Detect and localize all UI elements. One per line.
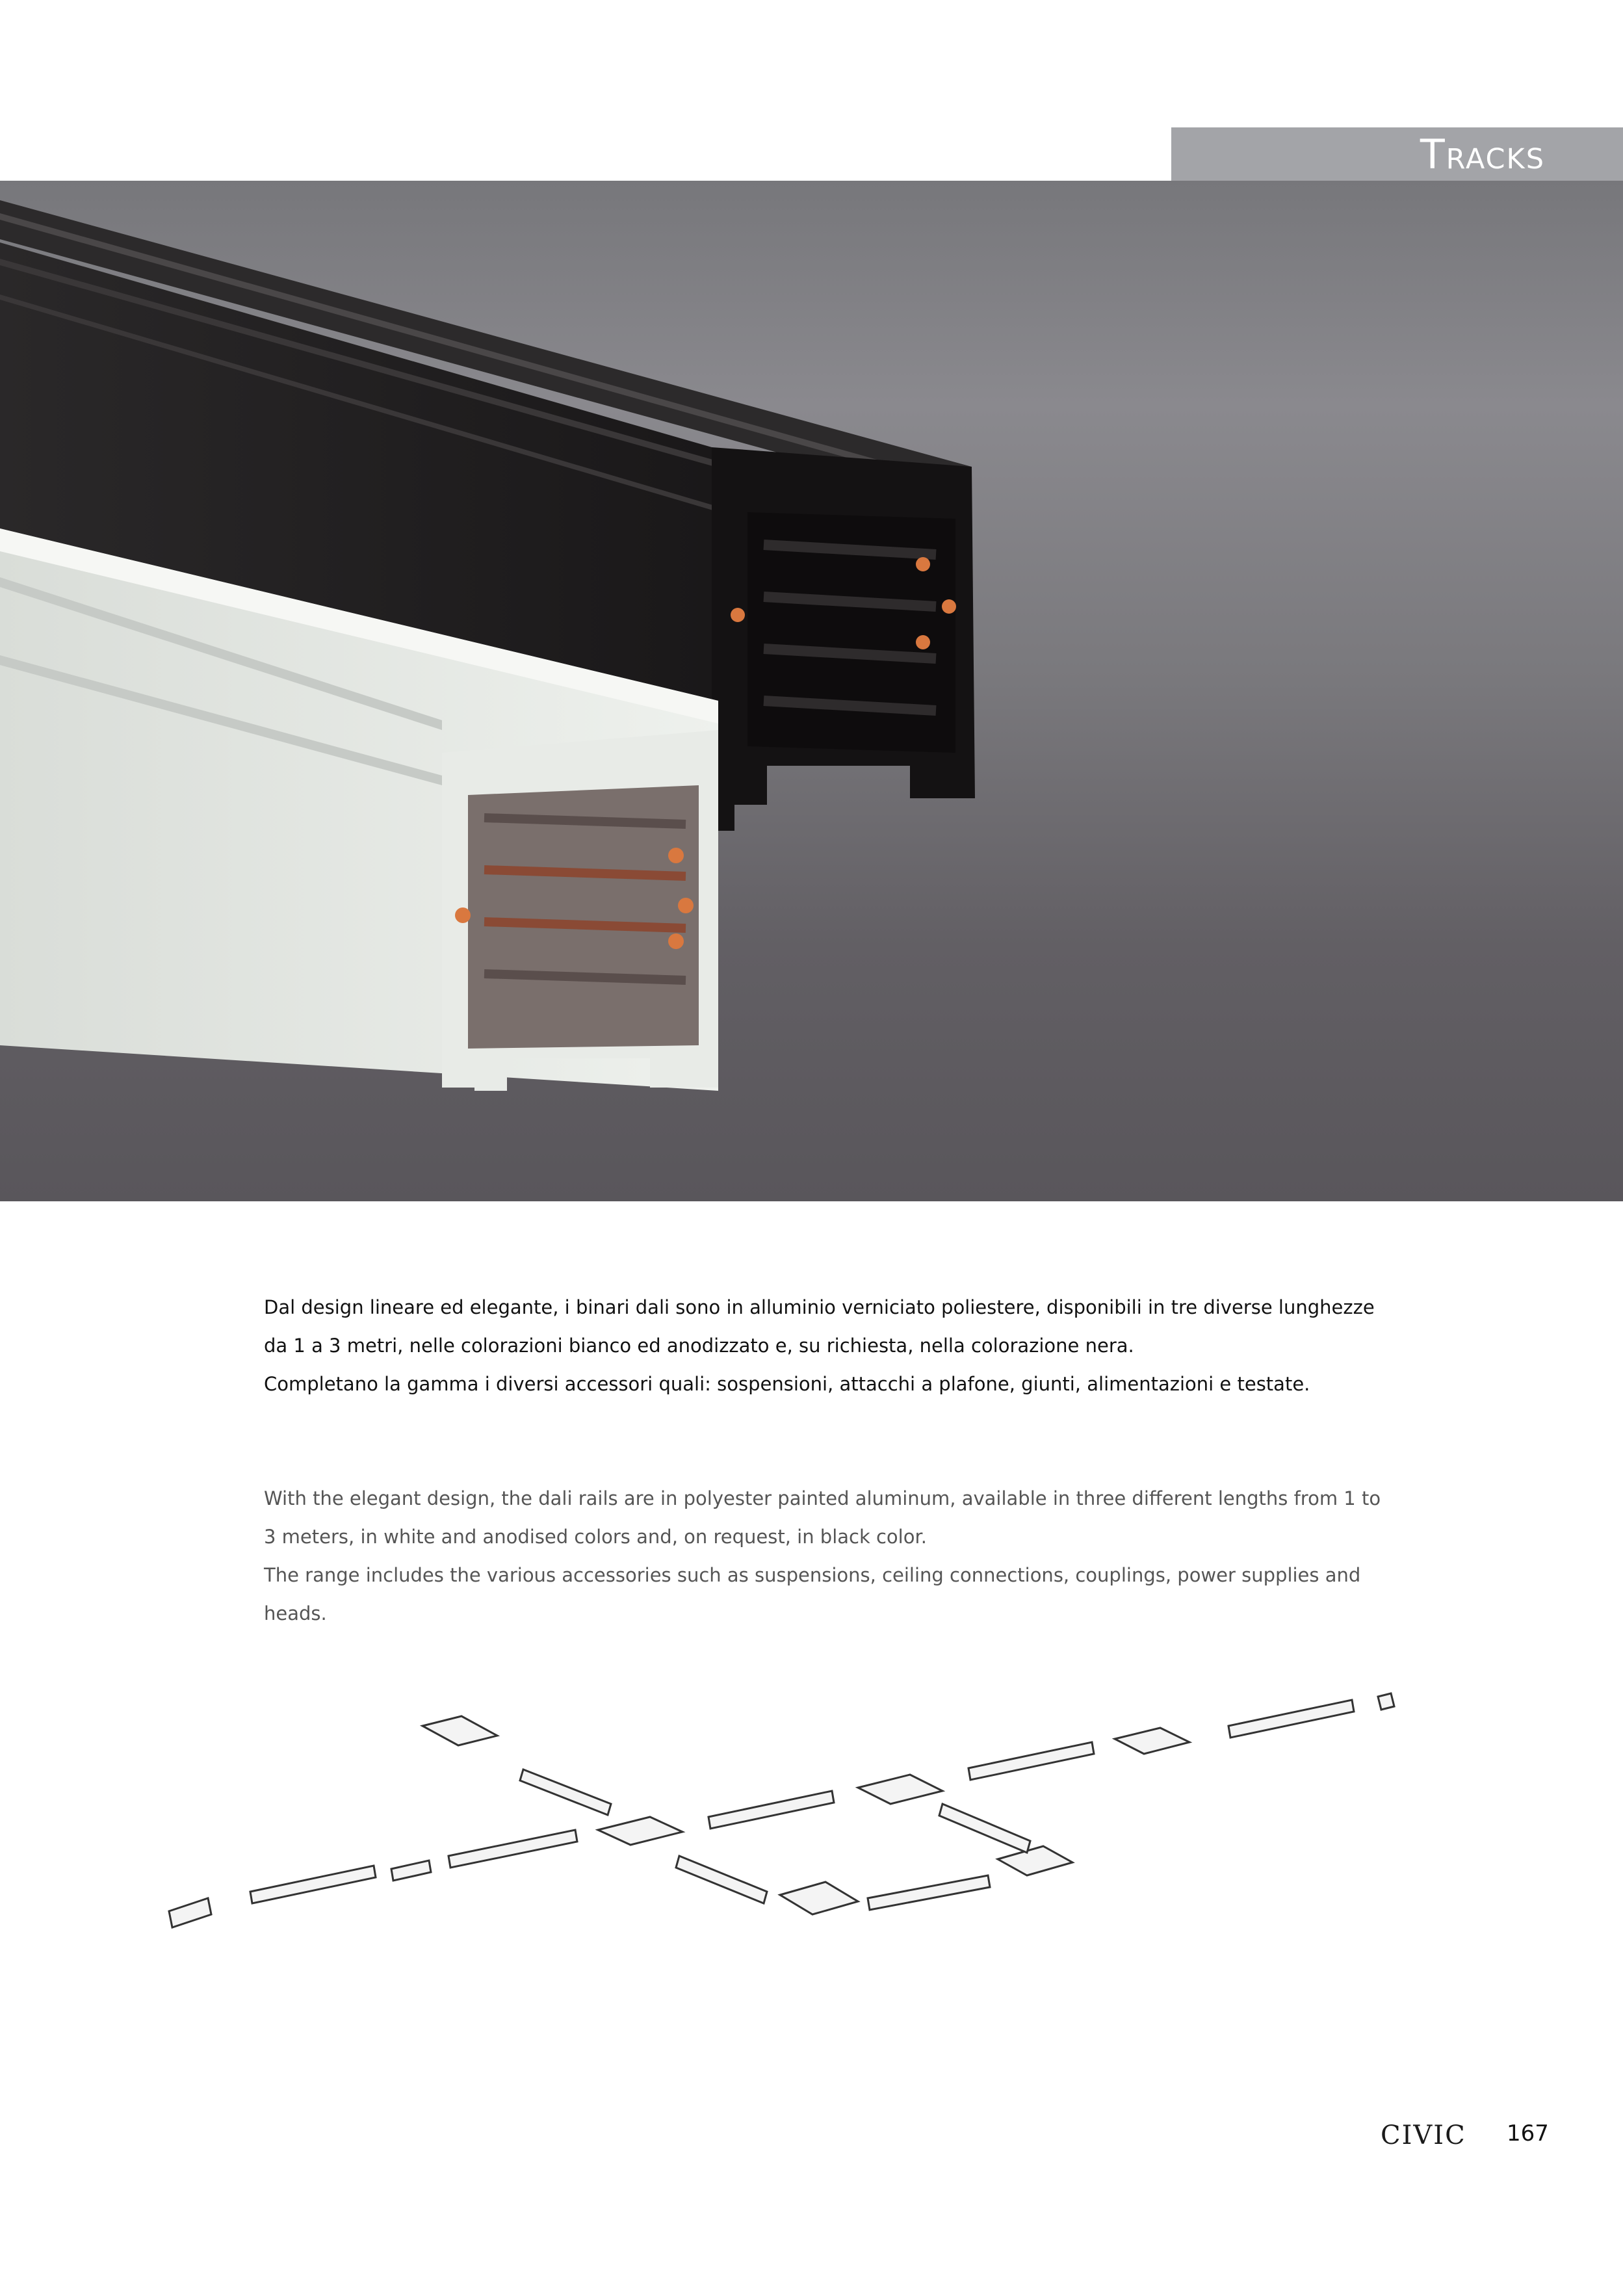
section-title: Tracks bbox=[1420, 131, 1545, 178]
track-system-diagram bbox=[156, 1671, 1456, 1944]
page-number: 167 bbox=[1507, 2120, 1549, 2146]
track-segment bbox=[676, 1856, 767, 1903]
joiner-component bbox=[1115, 1728, 1189, 1754]
english-paragraph-2: The range includes the various accessories such as suspensions, ceiling connections, couplings, power supplies and heads. bbox=[264, 1564, 1361, 1624]
track-rails-photo bbox=[0, 181, 1623, 1201]
track-segment bbox=[968, 1742, 1094, 1780]
track-segment bbox=[250, 1866, 376, 1903]
italian-description bbox=[264, 1288, 1382, 1403]
italian-paragraph-2: Completano la gamma i diversi accessori quali: sospensioni, attacchi a plafone, giunti, alimentazioni e testate. bbox=[264, 1373, 1310, 1395]
section-tab bbox=[1171, 127, 1623, 181]
track-segment bbox=[1228, 1700, 1354, 1738]
corner-connector bbox=[780, 1882, 858, 1914]
brand-logo: CIVIC bbox=[1381, 2120, 1466, 2150]
italian-paragraph-1: Dal design lineare ed elegante, i binari dali sono in alluminio verniciato poliestere, disponibili in tre diverse lunghezze da 1 a 3 metri, nelle colorazioni bianco ed anodizzato e, su richiesta, nella colorazione nera. bbox=[264, 1296, 1375, 1357]
t-connector bbox=[858, 1775, 942, 1804]
hero-photo bbox=[0, 181, 1623, 1201]
track-segment bbox=[868, 1875, 990, 1910]
track-segment bbox=[520, 1769, 611, 1815]
x-connector bbox=[598, 1817, 682, 1845]
t-connector bbox=[998, 1846, 1072, 1875]
feed-component bbox=[422, 1716, 497, 1745]
end-feed-component bbox=[169, 1898, 211, 1927]
english-paragraph-1: With the elegant design, the dali rails are in polyester painted aluminum, available in three different lengths from 1 to 3 meters, in white and anodised colors and, on request, in black color. bbox=[264, 1487, 1381, 1548]
track-segment bbox=[448, 1830, 577, 1868]
track-segment bbox=[939, 1804, 1030, 1853]
end-cap-component bbox=[1378, 1693, 1394, 1710]
english-description bbox=[264, 1480, 1382, 1633]
joiner-component bbox=[391, 1860, 431, 1881]
track-segment bbox=[708, 1791, 834, 1829]
